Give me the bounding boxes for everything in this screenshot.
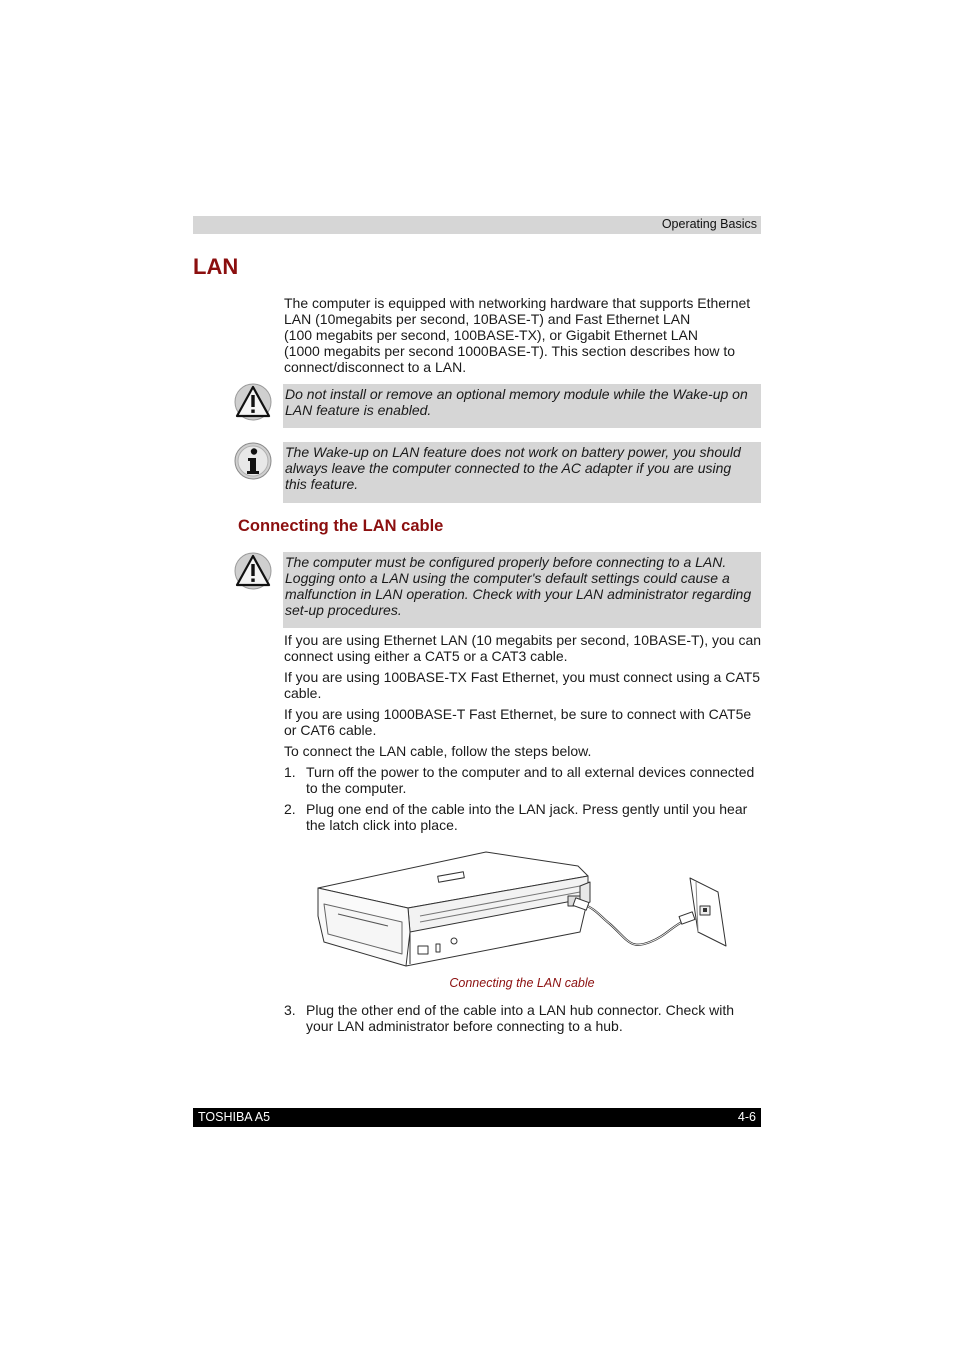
footer-product-name: TOSHIBA A5 (198, 1110, 271, 1124)
step-line: your LAN administrator before connecting to a hub. (306, 1018, 623, 1034)
body-paragraph (284, 743, 762, 759)
step-line: Turn off the power to the computer and to all external devices connected (306, 764, 755, 780)
note-line: The computer must be configured properly before connecting to a LAN. (285, 554, 727, 570)
warning-icon (234, 552, 272, 590)
note-line: LAN feature is enabled. (285, 402, 432, 418)
body-paragraph (284, 669, 762, 701)
body-paragraph (284, 706, 762, 738)
note-line: Do not install or remove an optional memory module while the Wake-up on (285, 386, 748, 402)
page-title: LAN (193, 254, 239, 279)
step-line: to the computer. (306, 780, 407, 796)
paragraph-line: If you are using Ethernet LAN (10 megabits per second, 10BASE-T), you can (284, 632, 762, 648)
section-subtitle: Connecting the LAN cable (238, 517, 444, 535)
page-footer (193, 1108, 761, 1127)
note-line: this feature. (285, 476, 359, 492)
warning-note (283, 384, 761, 428)
note-line: set-up procedures. (285, 602, 402, 618)
step-text (306, 764, 762, 796)
step-text (306, 801, 762, 833)
intro-line: connect/disconnect to a LAN. (284, 359, 467, 375)
step-number: 1. (284, 764, 296, 780)
footer-page-number: 4-6 (737, 1110, 756, 1124)
step-number: 3. (284, 1002, 296, 1018)
note-line: Logging onto a LAN using the computer's default settings could cause a (285, 570, 730, 586)
step-text (306, 1002, 762, 1034)
warning-icon (234, 383, 272, 421)
lan-cable-illustration (310, 846, 735, 974)
info-note (283, 442, 761, 503)
info-icon (234, 442, 272, 480)
paragraph-line: If you are using 100BASE-TX Fast Ethernet, you must connect using a CAT5 (284, 669, 760, 685)
intro-line: The computer is equipped with networking hardware that supports Ethernet (284, 295, 751, 311)
paragraph-line: If you are using 1000BASE-T Fast Ethernet, be sure to connect with CAT5e (284, 706, 752, 722)
step-line: Plug one end of the cable into the LAN jack. Press gently until you hear (306, 801, 748, 817)
paragraph-line: To connect the LAN cable, follow the steps below. (284, 743, 592, 759)
figure-caption: Connecting the LAN cable (449, 976, 595, 990)
intro-line: (1000 megabits per second 1000BASE-T). This section describes how to (284, 343, 736, 359)
step-line: the latch click into place. (306, 817, 458, 833)
warning-note (283, 552, 761, 628)
intro-line: LAN (10megabits per second, 10BASE-T) and Fast Ethernet LAN (284, 311, 691, 327)
note-line: always leave the computer connected to the AC adapter if you are using (285, 460, 732, 476)
note-line: The Wake-up on LAN feature does not work on battery power, you should (285, 444, 741, 460)
body-paragraph (284, 632, 762, 664)
intro-paragraph (284, 295, 762, 375)
step-line: Plug the other end of the cable into a LAN hub connector. Check with (306, 1002, 735, 1018)
header-section-title: Operating Basics (661, 217, 757, 231)
paragraph-line: or CAT6 cable. (284, 722, 377, 738)
running-header (193, 216, 761, 234)
intro-line: (100 megabits per second, 100BASE-TX), or Gigabit Ethernet LAN (284, 327, 698, 343)
step-number: 2. (284, 801, 296, 817)
note-line: malfunction in LAN operation. Check with your LAN administrator regarding (285, 586, 752, 602)
paragraph-line: cable. (284, 685, 322, 701)
paragraph-line: connect using either a CAT5 or a CAT3 cable. (284, 648, 568, 664)
